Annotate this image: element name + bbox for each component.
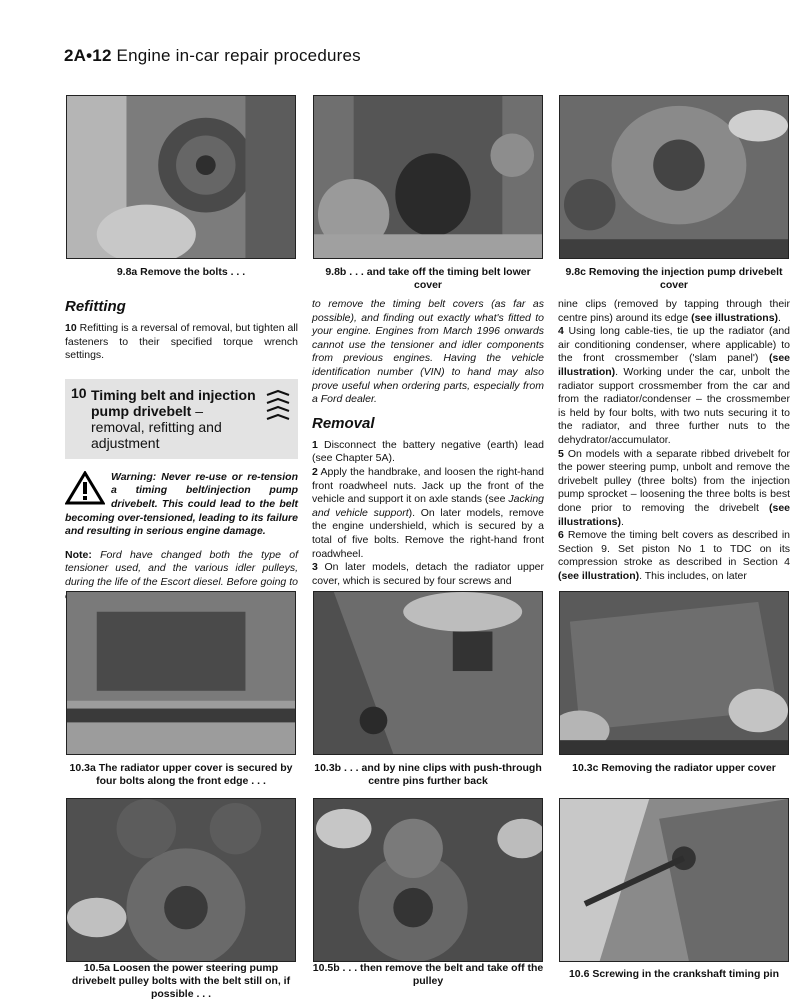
paragraph-3: 3 On later models, detach the radiator upper cover, which is secured by four screws and [312,561,544,587]
photo-10-6 [559,798,789,962]
warning-triangle-icon [65,471,105,505]
photo-10-3b [313,591,543,755]
photo-10-3a [66,591,296,755]
paragraph-6: 6 Remove the timing belt covers as described in Section 9. Set piston No 1 to TDC on its compression stroke as described in Section 4 (see illustration). This includes, on later [558,529,790,582]
caption-9-8c: 9.8c Removing the injection pump drivebelt cover [565,266,783,291]
caption-10-3a: 10.3a The radiator upper cover is secured by four bolts along the front edge . . . [69,762,293,787]
text-column-2 [312,298,544,588]
caption-10-3c: 10.3c Removing the radiator upper cover [572,762,776,774]
refitting-heading: Refitting [65,298,126,315]
photo-9-8c [559,95,789,259]
paragraph-4: 4 Using long cable-ties, tie up the radiator (and air conditioning condenser, where applicable) to the front crossmember ('slam panel') (see illustration). Working under the car, unbolt the radiator support crossmember from the car and from the radiator/condenser – the crossmember is held by four bolts, with two nuts securing it to the radiator, and three further nuts to the dehydrator/accumulator. [558,325,790,446]
caption-10-6: 10.6 Screwing in the crankshaft timing pin [568,968,780,980]
photo-9-8a [66,95,296,259]
text-column-3 [558,298,790,583]
section-number-10: 10 [71,384,87,401]
page-title: Engine in-car repair procedures [116,46,361,65]
paragraph-5: 5 On models with a separate ribbed drivebelt for the power steering pump, unbolt and remove the drivebelt pulley (three bolts) from the injection pump sprocket – loosening the three bolts is best done prior to removing the drivebelt (see illustrations). [558,447,790,528]
warning-block [65,471,298,539]
paragraph-3-continuation: nine clips (removed by tapping through their centre pins) around its edge (see illustrations). [558,298,790,324]
photo-10-3c [559,591,789,755]
difficulty-spanners-icon [264,389,292,423]
text-column-1 [65,298,298,603]
section-10-title: Timing belt and injection pump drivebelt – removal, refitting and adjustment [91,386,256,451]
photo-10-5a [66,798,296,962]
caption-9-8a: 9.8a Remove the bolts . . . [116,266,246,278]
caption-10-5b: 10.5b . . . then remove the belt and take off the pulley [312,962,544,987]
warning-text: Warning: Never re-use or re-tension a timing belt/injection pump drivebelt. This could lead to the belt becoming over-tensioned, leading to its failure and resulting in serious engine damage. [65,470,298,538]
page-header [64,46,361,66]
caption-10-5a: 10.5a Loosen the power steering pump drivebelt pulley bolts with the belt still on, if possible . . . [71,962,291,999]
caption-10-3b: 10.3b . . . and by nine clips with push-through centre pins further back [314,762,542,787]
removal-heading: Removal [312,414,375,432]
photo-9-8b [313,95,543,259]
paragraph-1: 1 Disconnect the battery negative (earth) lead (see Chapter 5A). [312,438,544,465]
section-number: 2A•12 [64,46,112,65]
note-paragraph: Note: Ford have changed both the type of tensioner used, and the various idler pulleys, during the life of the Escort diesel. Before going to [65,548,298,588]
section-10-title-box [65,379,298,459]
note-continuation: to remove the timing belt covers (as far as possible), and finding out exactly what's fitted to your engine. Engines from March 1996 onwards cannot use the tensioner and idler components from previous engines. Having the vehicle identification number (VIN) to hand may also prove useful when ordering parts, especially from a Ford dealer. [312,298,544,406]
caption-9-8b: 9.8b . . . and take off the timing belt lower cover [325,266,531,291]
paragraph-2: 2 Apply the handbrake, and loosen the right-hand front roadwheel nuts. Jack up the front of the vehicle and support it on axle stands (see Jacking and vehicle support). On later models, remove the engine undershield, which is secured by a total of five bolts. Remove the right-hand front roadwheel. [312,465,544,560]
paragraph-10: 10 Refitting is a reversal of removal, but tighten all fasteners to their specified torque wrench settings. [65,322,298,362]
photo-10-5b [313,798,543,962]
